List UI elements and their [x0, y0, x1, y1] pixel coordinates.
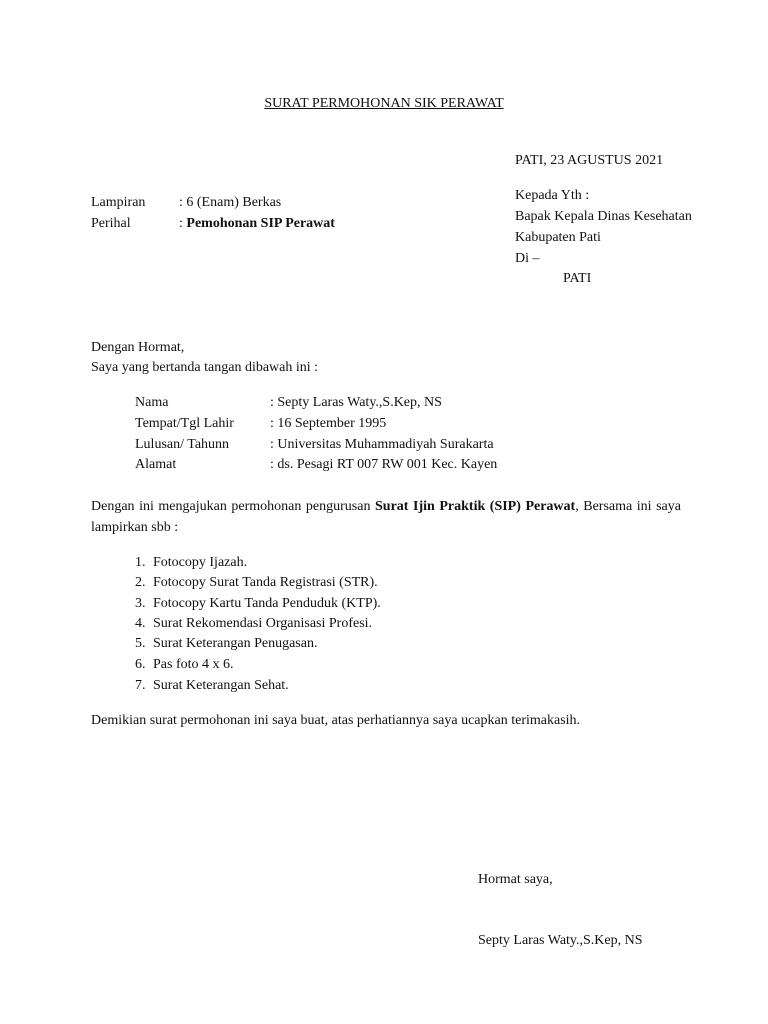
letter-date: PATI, 23 AGUSTUS 2021 [515, 153, 664, 168]
identity-label: Alamat [135, 457, 177, 472]
identity-row [135, 414, 386, 434]
meta-value-prefix: : [179, 216, 187, 231]
identity-value: : Universitas Muhammadiyah Surakarta [270, 437, 494, 452]
request-subject: Surat Ijin Praktik (SIP) Perawat [375, 499, 576, 514]
recipient-line: Bapak Kepala Dinas Kesehatan [515, 209, 692, 224]
signer-name: Septy Laras Waty.,S.Kep, NS [478, 933, 643, 948]
meta-value: Pemohonan SIP Perawat [186, 216, 335, 231]
meta-label: Lampiran [91, 195, 146, 210]
identity-row [135, 435, 494, 455]
recipient-city: PATI [563, 271, 592, 286]
closing-text: Demikian surat permohonan ini saya buat, atas perhatiannya saya ucapkan terimakasih. [91, 713, 581, 728]
list-item: 7. Surat Keterangan Sehat. [135, 678, 289, 693]
recipient-line: Di – [515, 251, 540, 266]
identity-value: : ds. Pesagi RT 007 RW 001 Kec. Kayen [270, 457, 498, 472]
greeting: Dengan Hormat, [91, 340, 185, 355]
meta-label: Perihal [91, 216, 131, 231]
identity-row [135, 455, 497, 475]
identity-value: : Septy Laras Waty.,S.Kep, NS [270, 395, 442, 410]
identity-label: Nama [135, 395, 169, 410]
meta-row-perihal [91, 214, 335, 234]
identity-label: Tempat/Tgl Lahir [135, 416, 234, 431]
list-item: 3. Fotocopy Kartu Tanda Penduduk (KTP). [135, 596, 381, 611]
meta-value: : 6 (Enam) Berkas [179, 195, 282, 210]
list-item: 2. Fotocopy Surat Tanda Registrasi (STR). [135, 575, 378, 590]
request-paragraph: Dengan ini mengajukan permohonan pengurusan Surat Ijin Praktik (SIP) Perawat, Bersama ini saya lampirkan sbb : [91, 499, 681, 535]
recipient-line: Kepada Yth : [515, 188, 590, 203]
identity-label: Lulusan/ Tahunn [135, 437, 230, 452]
signoff: Hormat saya, [478, 872, 553, 887]
intro-text: Saya yang bertanda tangan dibawah ini : [91, 360, 319, 375]
recipient-line: Kabupaten Pati [515, 230, 601, 245]
letter-title: SURAT PERMOHONAN SIK PERAWAT [264, 96, 504, 111]
list-item: 1. Fotocopy Ijazah. [135, 555, 248, 570]
list-item: 5. Surat Keterangan Penugasan. [135, 636, 318, 651]
identity-value: : 16 September 1995 [270, 416, 387, 431]
list-item: 4. Surat Rekomendasi Organisasi Profesi. [135, 616, 373, 631]
list-item: 6. Pas foto 4 x 6. [135, 657, 234, 672]
identity-row [135, 393, 442, 413]
meta-row-lampiran [91, 193, 281, 213]
